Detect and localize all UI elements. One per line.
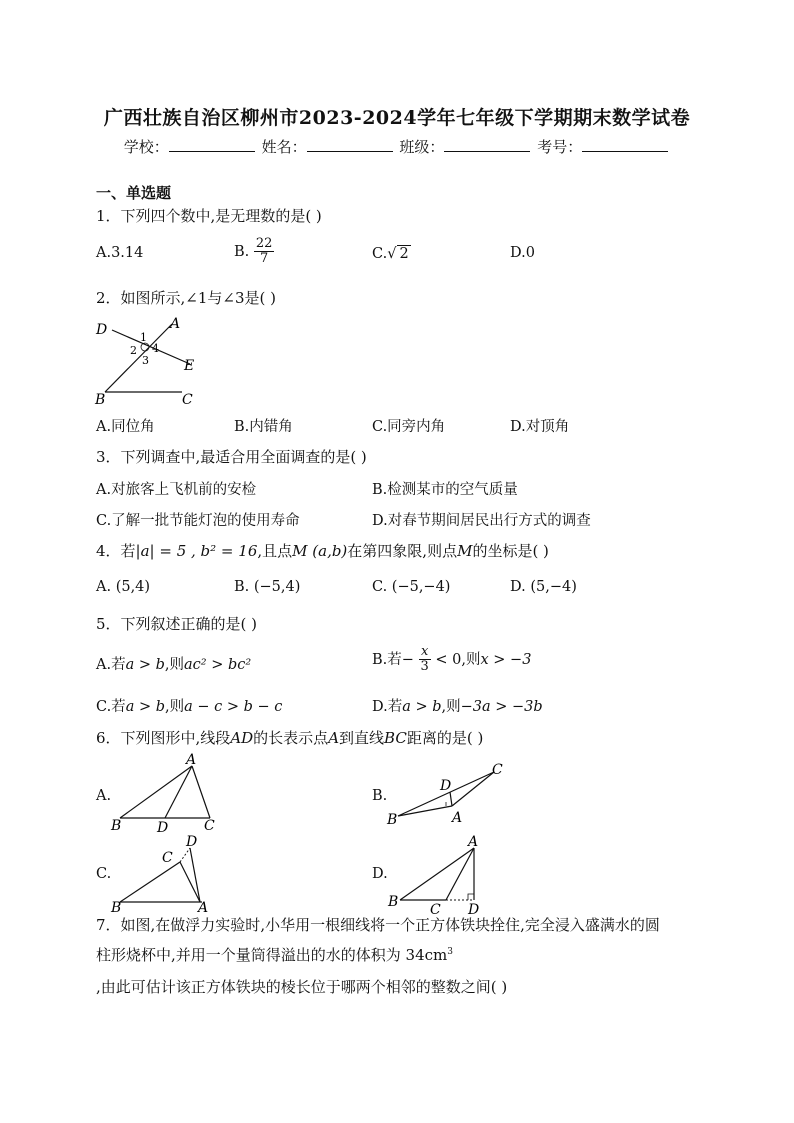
fig-line [120, 862, 180, 902]
question-7-line-3: ,由此可估计该正方体铁块的棱长位于哪两个相邻的整数之间( ) [96, 978, 508, 996]
label-a: A [468, 834, 479, 850]
q5-option-b [372, 645, 531, 675]
q6-figure-c [110, 832, 220, 914]
label-d: D [157, 820, 169, 834]
q5-option-c [96, 695, 282, 716]
q1-option-c-prefix: C. [372, 246, 388, 262]
q4-option-d: D. (5,−4) [510, 579, 577, 595]
question-2-stem: 2．如图所示,∠1与∠3是( ) [96, 289, 277, 307]
q6-option-a: A. [96, 788, 112, 804]
q5-b-minus: − [401, 651, 419, 668]
fig-line [165, 766, 192, 818]
exam-title: 广西壮族自治区柳州市2023-2024学年七年级下学期期末数学试卷 [103, 107, 691, 129]
fraction-numerator: x [419, 645, 431, 660]
question-7-line-1: 7．如图,在做浮力实验时,小华用一根细线将一个正方体铁块拴住,完全浸入盛满水的圆 [96, 916, 660, 934]
q5-c-text-1: C.若 [96, 699, 126, 715]
fig-line [120, 766, 192, 818]
label-d: D [186, 834, 198, 850]
q5-b-inequality: < 0 [430, 651, 462, 668]
q5-b-math: x > −3 [480, 651, 532, 668]
q4-option-b: B. (−5,4) [234, 579, 301, 595]
name-blank[interactable] [307, 139, 393, 152]
q6-figure-a [110, 752, 220, 834]
q5-a-text-1: A.若 [96, 657, 126, 673]
label-b: B [111, 900, 122, 914]
q1-option-b-prefix: B. [234, 243, 250, 260]
q6-point-a: A [328, 729, 340, 747]
label-c: C [492, 762, 503, 778]
q6-segment-ad: AD [230, 729, 254, 747]
q2-option-b: B.内错角 [234, 419, 293, 435]
q5-c-math-2: a − c > b − c [184, 699, 283, 715]
q3-option-b: B.检测某市的空气质量 [372, 482, 518, 498]
fig-line [400, 848, 474, 900]
label-d: D [96, 322, 108, 338]
q6-line-bc: BC [384, 729, 407, 747]
q1-option-b-fraction [254, 237, 275, 267]
q4-point-m: M [457, 542, 473, 560]
label-d: D [468, 902, 480, 916]
label-a: A [198, 900, 209, 914]
q5-b-text-2: ,则 [461, 651, 481, 668]
q5-option-d [372, 695, 543, 716]
class-blank[interactable] [444, 139, 530, 152]
name-label: 姓名： [261, 138, 307, 156]
fraction-denominator: 3 [420, 659, 429, 675]
label-c: C [430, 902, 441, 916]
label-d: D [440, 778, 452, 794]
section-heading: 一、单选题 [96, 184, 172, 202]
q5-c-text-2: ,则 [164, 699, 185, 715]
q6-stem-part-1: 6．下列图形中,线段 [96, 729, 231, 747]
fig-dashed-line [180, 848, 190, 862]
right-angle-mark [468, 894, 474, 900]
q4-stem-part-3: 在第四象限,则点 [347, 542, 458, 560]
exam-no-blank[interactable] [582, 139, 668, 152]
q1-option-c-radicand: 2 [399, 246, 409, 262]
question-5-stem: 5．下列叙述正确的是( ) [96, 615, 258, 633]
q1-option-a: A.3.14 [96, 245, 144, 261]
q1-option-d: D.0 [510, 245, 535, 261]
student-info-line [0, 136, 794, 157]
q1-option-c [372, 245, 411, 262]
label-a: A [452, 810, 463, 826]
line-ba [105, 324, 172, 392]
label-e: E [184, 358, 195, 374]
label-b: B [387, 812, 398, 828]
q4-stem-part-1: 4．若 [96, 542, 136, 560]
q4-condition-expression: |a| = 5 , b² = 16 [135, 542, 258, 560]
q4-option-a: A. (5,4) [96, 579, 151, 595]
label-angle-1: 1 [140, 331, 147, 344]
q3-option-a: A.对旅客上飞机前的安检 [96, 482, 257, 498]
q5-b-text-1: B.若 [372, 651, 402, 668]
fig-line [192, 766, 210, 818]
q2-option-c: C.同旁内角 [372, 419, 446, 435]
q2-angle-figure [90, 312, 210, 406]
label-a: A [186, 752, 197, 768]
q6-figure-d [386, 834, 496, 916]
class-label: 班级： [399, 138, 445, 156]
q3-option-d: D.对春节期间居民出行方式的调查 [372, 513, 591, 529]
q6-option-b: B. [372, 788, 388, 804]
q1-option-b [234, 237, 274, 267]
q6-option-c: C. [96, 866, 112, 882]
label-c: C [182, 392, 193, 406]
question-1-stem: 1．下列四个数中,是无理数的是( ) [96, 207, 322, 225]
q5-a-math-2: ac² > bc² [184, 657, 252, 673]
q5-a-math-1: a > b [125, 657, 165, 673]
q4-option-c: C. (−5,−4) [372, 579, 451, 595]
q6-stem-part-4: 距离的是( ) [406, 729, 484, 747]
exam-no-label: 考号： [537, 138, 583, 156]
q5-d-text-2: ,则 [441, 699, 461, 715]
q2-option-a: A.同位角 [96, 419, 155, 435]
q6-stem-part-2: 的长表示点 [253, 729, 329, 747]
q7-line-2-text: 柱形烧杯中,并用一个量筒得溢出的水的体积为 34cm [96, 946, 448, 964]
q5-option-a [96, 653, 251, 674]
q6-option-d: D. [372, 866, 388, 882]
fig-line [398, 806, 452, 816]
label-angle-2: 2 [130, 344, 137, 357]
q5-b-fraction [419, 645, 431, 675]
fig-line [180, 862, 200, 902]
q2-option-d: D.对顶角 [510, 419, 570, 435]
q5-d-math-2: −3a > −3b [460, 699, 543, 715]
sqrt-icon: √ [387, 246, 397, 262]
q5-d-math-1: a > b [402, 699, 442, 715]
line-de [112, 330, 190, 364]
label-c: C [162, 850, 173, 866]
label-b: B [388, 894, 399, 910]
q6-figure-b [386, 760, 510, 832]
school-label: 学校： [123, 138, 169, 156]
q7-unit-exponent: 3 [447, 947, 453, 957]
question-4-stem [96, 540, 549, 561]
q5-c-math-1: a > b [125, 699, 165, 715]
q5-d-text-1: D.若 [372, 699, 403, 715]
fig-line [450, 792, 452, 806]
label-c: C [204, 818, 215, 834]
q3-option-c: C.了解一批节能灯泡的使用寿命 [96, 513, 300, 529]
label-b: B [111, 818, 122, 834]
fig-line [190, 848, 200, 902]
question-3-stem: 3．下列调查中,最适合用全面调查的是( ) [96, 448, 367, 466]
q4-stem-part-4: 的坐标是( ) [472, 542, 549, 560]
question-6-stem [96, 727, 483, 748]
q6-stem-part-3: 到直线 [339, 729, 385, 747]
fraction-numerator: 22 [255, 236, 273, 251]
fig-line [446, 848, 474, 900]
question-7-line-2 [96, 944, 453, 965]
q4-stem-part-2: ,且点 [257, 542, 293, 560]
label-angle-4: 4 [152, 342, 159, 355]
label-angle-3: 3 [142, 354, 149, 367]
q5-a-text-2: ,则 [164, 657, 184, 673]
fraction-denominator: 7 [260, 251, 269, 267]
q4-point-expression: M (a,b) [292, 542, 348, 560]
school-blank[interactable] [169, 139, 255, 152]
label-b: B [95, 392, 106, 406]
label-a: A [170, 316, 181, 332]
